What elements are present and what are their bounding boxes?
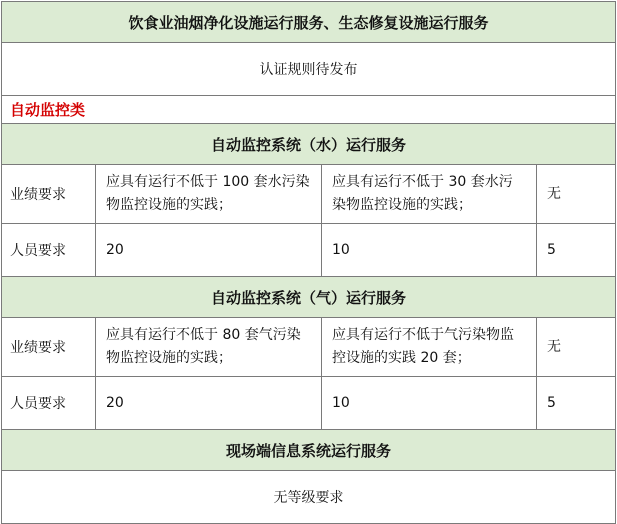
service-title-catering-ecology: 饮食业油烟净化设施运行服务、生态修复设施运行服务 [2,2,616,43]
gas-header-row [2,277,616,318]
gas-staff-level-3: 5 [537,377,616,430]
service-header-row [2,2,616,43]
gas-staff-level-1: 20 [96,377,322,430]
onsite-header-row [2,430,616,471]
gas-performance-row [2,318,616,377]
no-level-text: 无等级要求 [2,471,616,524]
gas-performance-level-1: 应具有运行不低于 80 套气污染物监控设施的实践； [96,318,322,377]
water-header-row [2,124,616,165]
gas-monitoring-title: 自动监控系统（气）运行服务 [2,277,616,318]
water-performance-level-1: 应具有运行不低于 100 套水污染物监控设施的实践； [96,165,322,224]
staff-label: 人员要求 [2,377,96,430]
water-monitoring-title: 自动监控系统（水）运行服务 [2,124,616,165]
category-heading: 自动监控类 [2,96,616,124]
pending-rules-text: 认证规则待发布 [2,43,616,96]
onsite-info-system-title: 现场端信息系统运行服务 [2,430,616,471]
water-staff-level-3: 5 [537,224,616,277]
water-performance-level-2: 应具有运行不低于 30 套水污染物监控设施的实践； [322,165,537,224]
performance-label: 业绩要求 [2,165,96,224]
pending-row [2,43,616,96]
water-staff-level-2: 10 [322,224,537,277]
category-row [2,96,616,124]
gas-performance-level-2: 应具有运行不低于气污染物监控设施的实践 20 套； [322,318,537,377]
gas-staff-row [2,377,616,430]
water-staff-level-1: 20 [96,224,322,277]
gas-staff-level-2: 10 [322,377,537,430]
requirements-table [1,1,616,524]
staff-label: 人员要求 [2,224,96,277]
water-performance-row [2,165,616,224]
gas-performance-level-3: 无 [537,318,616,377]
performance-label: 业绩要求 [2,318,96,377]
water-staff-row [2,224,616,277]
no-level-row [2,471,616,524]
water-performance-level-3: 无 [537,165,616,224]
